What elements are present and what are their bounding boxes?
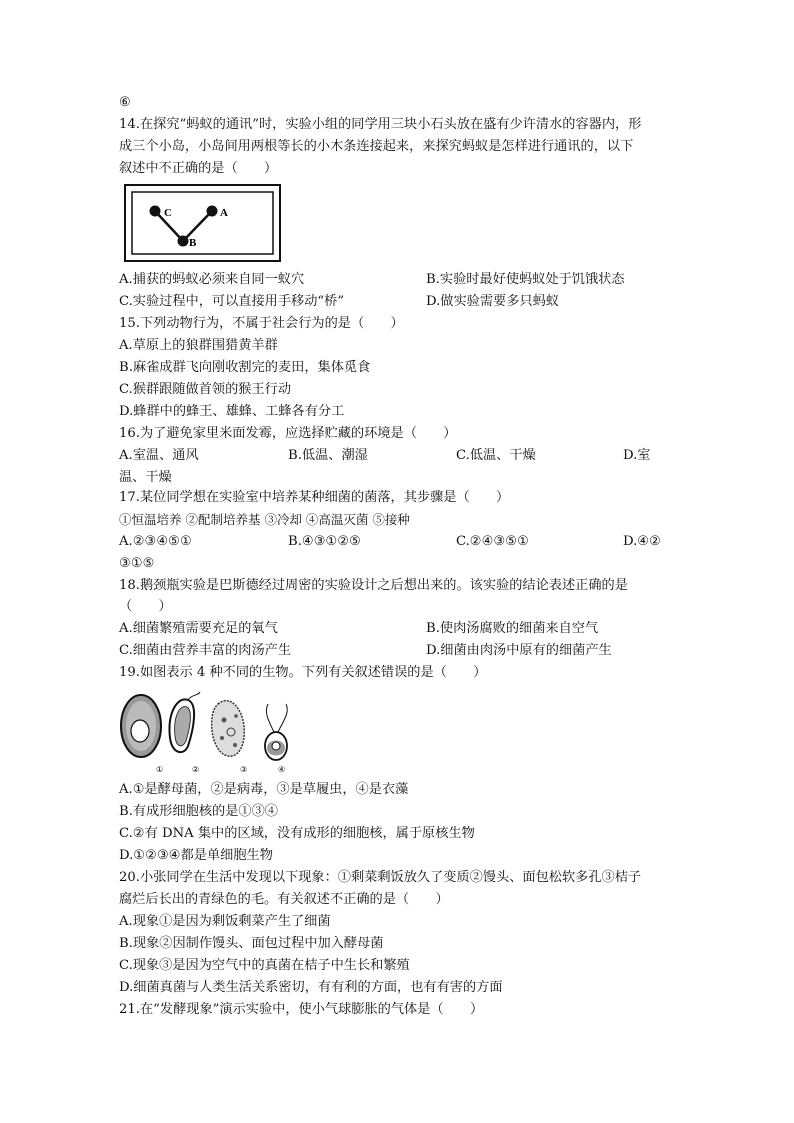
question-20-stem-line-2: 腐烂后长出的青绿色的毛。有关叙述不正确的是（ ） bbox=[119, 892, 449, 907]
question-20-option-d[interactable]: D.细菌真菌与人类生活关系密切，有有利的方面，也有有害的方面 bbox=[119, 980, 503, 995]
island-label-b: B bbox=[189, 237, 197, 249]
stone-island-c bbox=[150, 206, 161, 217]
question-16-option-d-wrap: 温、干燥 bbox=[119, 470, 172, 485]
question-17-option-b[interactable]: B.④③①②⑤ bbox=[288, 534, 361, 549]
organism-3-paramecium bbox=[212, 701, 245, 757]
question-19-option-d[interactable]: D.①②③④都是单细胞生物 bbox=[119, 848, 273, 863]
question-14-option-c[interactable]: C.实验过程中，可以直接用手移动“桥” bbox=[119, 294, 345, 309]
question-16-option-c[interactable]: C.低温、干燥 bbox=[456, 448, 536, 463]
question-18-option-a[interactable]: A.细菌繁殖需要充足的氧气 bbox=[119, 621, 278, 636]
question-14-stem-line-2: 成三个小岛，小岛间用两根等长的小木条连接起来，来探究蚂蚁是怎样进行通讯的，以下 bbox=[119, 139, 634, 154]
ant-experiment-figure bbox=[124, 184, 284, 264]
question-15-option-a[interactable]: A.草原上的狼群围猎黄羊群 bbox=[119, 338, 278, 353]
organisms-figure bbox=[118, 690, 308, 776]
question-14-option-a[interactable]: A.捕获的蚂蚁必须来自同一蚁穴 bbox=[119, 272, 305, 287]
question-18-option-d[interactable]: D.细菌由肉汤中原有的细菌产生 bbox=[426, 643, 612, 658]
question-18-option-b[interactable]: B.使肉汤腐败的细菌来自空气 bbox=[426, 621, 599, 636]
question-16-option-b[interactable]: B.低温、潮湿 bbox=[288, 448, 368, 463]
organism-1-yeast bbox=[121, 695, 161, 757]
question-18-stem-line-1: 18.鹅颈瓶实验是巴斯德经过周密的实验设计之后想出来的。该实验的结论表述正确的是 bbox=[119, 578, 628, 593]
question-20-option-a[interactable]: A.现象①是因为剩饭剩菜产生了细菌 bbox=[119, 914, 331, 929]
question-19-option-b[interactable]: B.有成形细胞核的是①③④ bbox=[119, 804, 278, 819]
question-20-stem-line-1: 20.小张同学在生活中发现以下现象：①剩菜剩饭放久了变质②馒头、面包松软多孔③桔子 bbox=[119, 870, 642, 885]
question-17-stem: 17.某位同学想在实验室中培养某种细菌的菌落，其步骤是（ ） bbox=[119, 490, 510, 505]
island-label-a: A bbox=[220, 207, 228, 219]
question-14-option-d[interactable]: D.做实验需要多只蚂蚁 bbox=[426, 294, 559, 309]
stone-island-a bbox=[207, 206, 218, 217]
question-17-option-d-wrap: ③①⑤ bbox=[119, 556, 155, 571]
question-16-stem: 16.为了避免家里米面发霉，应选择贮藏的环境是（ ） bbox=[119, 426, 457, 441]
question-16-option-a[interactable]: A.室温、通风 bbox=[119, 448, 199, 463]
question-14-stem-line-1: 14.在探究“蚂蚁的通讯”时，实验小组的同学用三块小石头放在盛有少许清水的容器内，形 bbox=[119, 117, 642, 132]
question-19-stem: 19.如图表示 4 种不同的生物。下列有关叙述错误的是（ ） bbox=[119, 665, 487, 680]
question-14-option-b[interactable]: B.实验时最好使蚂蚁处于饥饿状态 bbox=[426, 272, 625, 287]
stone-island-b bbox=[178, 236, 189, 247]
container-inner-border bbox=[132, 192, 273, 254]
question-16-option-d[interactable]: D.室 bbox=[623, 448, 651, 463]
question-13-option-marker: ⑥ bbox=[119, 95, 131, 110]
question-20-option-b[interactable]: B.现象②因制作馒头、面包过程中加入酵母菌 bbox=[119, 936, 384, 951]
question-18-option-c[interactable]: C.细菌由营养丰富的肉汤产生 bbox=[119, 643, 292, 658]
question-17-steps: ①恒温培养 ②配制培养基 ③冷却 ④高温灭菌 ⑤接种 bbox=[119, 512, 410, 527]
organism-label-4: ④ bbox=[278, 765, 286, 774]
question-20-option-c[interactable]: C.现象③是因为空气中的真菌在桔子中生长和繁殖 bbox=[119, 958, 410, 973]
question-15-option-c[interactable]: C.猴群跟随做首领的猴王行动 bbox=[119, 382, 292, 397]
question-19-option-c[interactable]: C.②有 DNA 集中的区域，没有成形的细胞核，属于原核生物 bbox=[119, 826, 475, 841]
question-18-stem-line-2: （ ） bbox=[119, 599, 172, 614]
question-17-option-a[interactable]: A.②③④⑤① bbox=[119, 534, 192, 549]
organism-label-3: ③ bbox=[240, 765, 248, 774]
question-17-option-d[interactable]: D.④② bbox=[623, 534, 661, 549]
question-15-option-d[interactable]: D.蜂群中的蜂王、雄蜂、工蜂各有分工 bbox=[119, 404, 345, 419]
question-21-stem: 21.在“发酵现象”演示实验中，使小气球膨胀的气体是（ ） bbox=[119, 1002, 484, 1017]
question-17-option-c[interactable]: C.②④③⑤① bbox=[456, 534, 529, 549]
island-label-c: C bbox=[164, 207, 172, 219]
question-19-option-a[interactable]: A.①是酵母菌，②是病毒，③是草履虫，④是衣藻 bbox=[119, 782, 409, 797]
question-15-option-b[interactable]: B.麻雀成群飞向刚收割完的麦田，集体觅食 bbox=[119, 360, 371, 375]
organism-label-1: ① bbox=[156, 765, 164, 774]
question-15-stem: 15.下列动物行为，不属于社会行为的是（ ） bbox=[119, 316, 404, 331]
question-14-stem-line-3: 叙述中不正确的是（ ） bbox=[119, 161, 278, 176]
organism-label-2: ② bbox=[192, 765, 200, 774]
organism-4-chlamydomonas bbox=[265, 704, 287, 760]
organism-2-bacterium bbox=[169, 692, 200, 752]
